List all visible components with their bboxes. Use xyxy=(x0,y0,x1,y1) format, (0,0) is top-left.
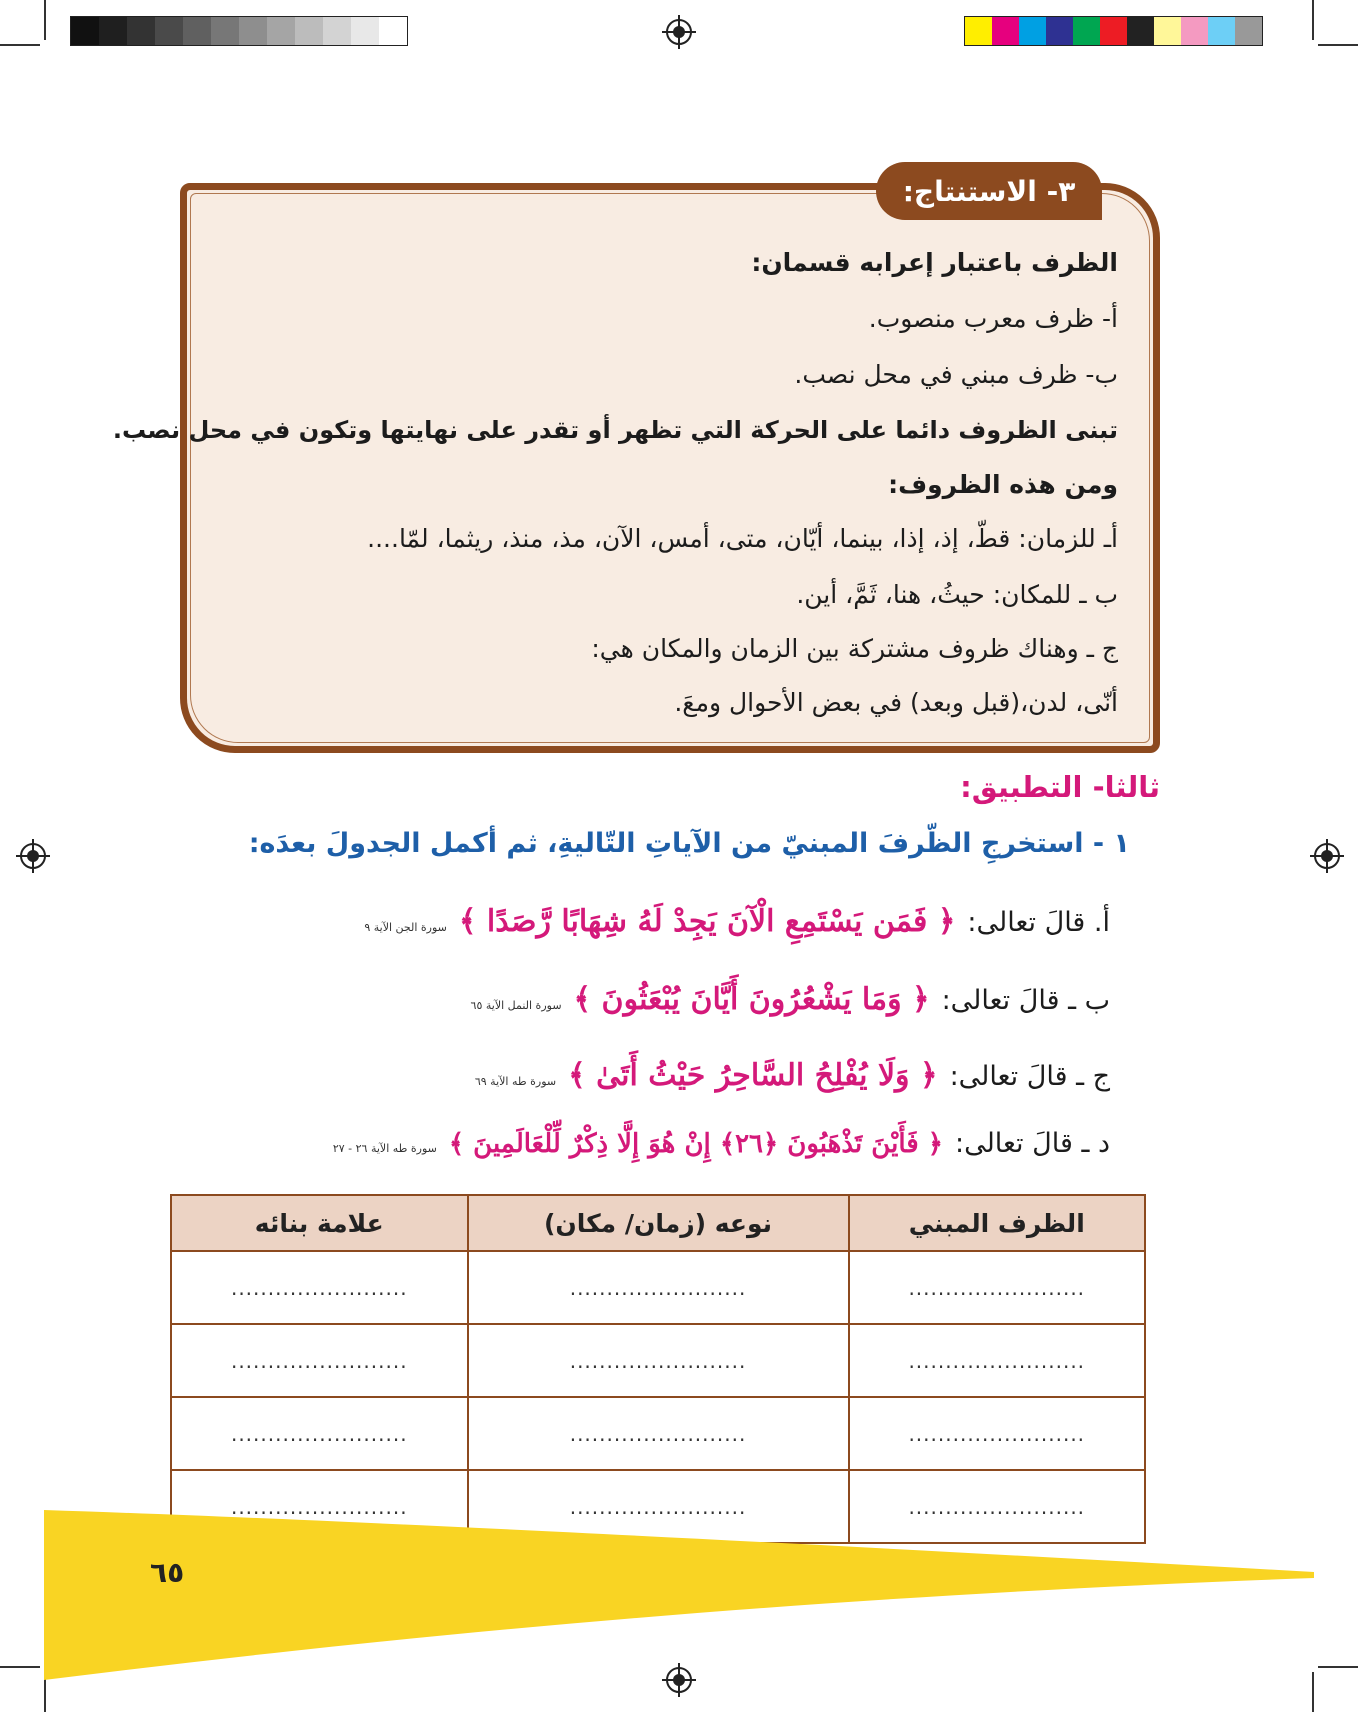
verse-reference: سورة طه الآية ٢٦ - ٢٧ xyxy=(332,1142,437,1155)
answer-cell[interactable]: ........................ xyxy=(171,1324,468,1397)
verse-text: ﴿ فَمَن يَسْتَمِعِ الْآنَ يَجِدْ لَهُ شِهَابًا رَّصَدًا ﴾ xyxy=(458,904,956,939)
exercise-instruction: ١ - استخرجِ الظّرفَ المبنيّ من الآياتِ التّاليةِ، ثم أكمل الجدولَ بعدَه: xyxy=(248,828,1130,859)
answer-cell[interactable]: ........................ xyxy=(849,1397,1146,1470)
verse-item-b xyxy=(471,982,1110,1017)
grayscale-calibration-bar xyxy=(70,16,408,46)
crop-mark xyxy=(1318,44,1358,46)
crop-mark xyxy=(44,0,46,40)
verse-item-d xyxy=(333,1128,1110,1159)
verse-intro: ب ـ قالَ تعالى: xyxy=(941,985,1110,1016)
answer-cell[interactable]: ........................ xyxy=(468,1251,849,1324)
page-number: ٦٥ xyxy=(150,1556,185,1589)
table-row xyxy=(171,1251,1145,1324)
answer-cell[interactable]: ........................ xyxy=(171,1251,468,1324)
verse-text: ﴿ وَلَا يُفْلِحُ السَّاحِرُ حَيْثُ أَتَىٰ ﴾ xyxy=(568,1058,938,1093)
table-row xyxy=(171,1324,1145,1397)
answer-cell[interactable]: ........................ xyxy=(468,1397,849,1470)
registration-mark-left xyxy=(20,843,46,869)
verse-text: ﴿ وَمَا يَشْعُرُونَ أَيَّانَ يُبْعَثُونَ ﴾ xyxy=(573,982,930,1017)
application-heading: ثالثا- التطبيق: xyxy=(960,770,1160,804)
column-header-sign: علامة بنائه xyxy=(171,1195,468,1251)
answer-cell[interactable]: ........................ xyxy=(849,1324,1146,1397)
answer-cell[interactable]: ........................ xyxy=(849,1470,1146,1543)
answer-cell[interactable]: ........................ xyxy=(171,1470,468,1543)
conclusion-line-8: ج ـ وهناك ظروف مشتركة بين الزمان والمكان هي: xyxy=(591,634,1118,663)
conclusion-line-9: أنّى، لدن،(قبل وبعد) في بعض الأحوال ومعَ. xyxy=(674,688,1118,717)
answer-cell[interactable]: ........................ xyxy=(468,1324,849,1397)
table-row xyxy=(171,1397,1145,1470)
verse-reference: سورة طه الآية ٦٩ xyxy=(474,1075,557,1088)
verse-item-c xyxy=(475,1058,1110,1093)
verse-intro: ج ـ قالَ تعالى: xyxy=(949,1061,1110,1092)
decorative-yellow-band xyxy=(44,1500,1314,1680)
conclusion-line-4: تبنى الظروف دائما على الحركة التي تظهر أو تقدر على نهايتها وتكون في محل نصب. xyxy=(112,416,1118,444)
crop-mark xyxy=(1318,1666,1358,1668)
verse-intro: أ. قالَ تعالى: xyxy=(967,907,1110,938)
answer-table xyxy=(170,1194,1146,1544)
color-calibration-bar xyxy=(964,16,1263,46)
column-header-adverb: الظرف المبني xyxy=(849,1195,1146,1251)
conclusion-line-3: ب- ظرف مبني في محل نصب. xyxy=(794,360,1118,389)
conclusion-line-6: أـ للزمان: قطّ، إذ، إذا، بينما، أيّان، متى، أمس، الآن، مذ، منذ، ريثما، لمّا.... xyxy=(367,524,1118,553)
verse-reference: سورة الجن الآية ٩ xyxy=(364,921,447,934)
registration-mark-right xyxy=(1314,843,1340,869)
conclusion-line-5: ومن هذه الظروف: xyxy=(888,470,1118,499)
answer-cell[interactable]: ........................ xyxy=(171,1397,468,1470)
column-header-type: نوعه (زمان/ مكان) xyxy=(468,1195,849,1251)
answer-cell[interactable]: ........................ xyxy=(849,1251,1146,1324)
conclusion-line-7: ب ـ للمكان: حيثُ، هنا، ثَمَّ، أين. xyxy=(796,580,1118,609)
verse-reference: سورة النمل الآية ٦٥ xyxy=(470,999,562,1012)
answer-cell[interactable]: ........................ xyxy=(468,1470,849,1543)
crop-mark xyxy=(1312,0,1314,40)
conclusion-line-2: أ- ظرف معرب منصوب. xyxy=(868,304,1118,333)
registration-mark-top xyxy=(666,19,692,45)
conclusion-title: ٣- الاستنتاج: xyxy=(876,162,1102,220)
verse-intro: د ـ قالَ تعالى: xyxy=(954,1128,1110,1159)
verse-item-a xyxy=(364,904,1110,939)
table-header-row xyxy=(171,1195,1145,1251)
conclusion-line-1: الظرف باعتبار إعرابه قسمان: xyxy=(751,248,1118,277)
crop-mark xyxy=(0,1666,40,1668)
crop-mark xyxy=(0,44,40,46)
verse-text: ﴿ فَأَيْنَ تَذْهَبُونَ ﴿٢٦﴾ إِنْ هُوَ إِلَّا ذِكْرٌ لِّلْعَالَمِينَ ﴾ xyxy=(448,1129,943,1159)
